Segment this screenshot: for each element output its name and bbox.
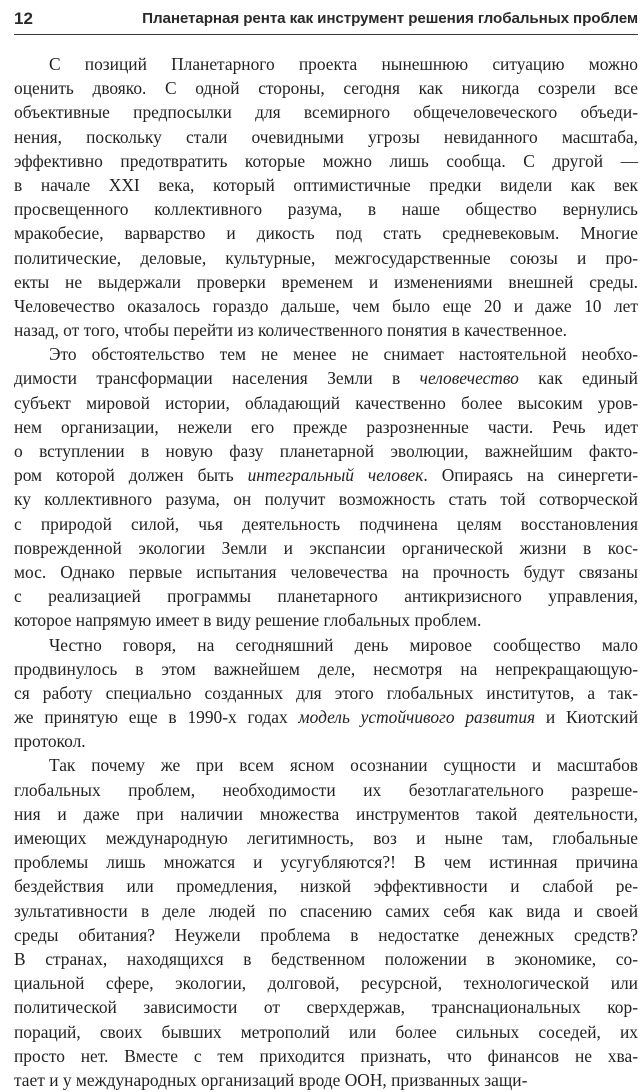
text-segment: циальной сфере, экологии, долговой, ресурсной, технологической или [14,973,638,994]
text-line [14,850,638,874]
text-line [14,899,638,923]
text-line [14,681,638,705]
text-line [14,52,638,76]
italic-term: модель устойчивого развития [298,707,536,728]
text-segment: о вступлении в новую фазу планетарной эволюции, важнейшим факто- [14,441,638,461]
text-line [14,1020,638,1044]
text-line [14,197,638,221]
paragraph [14,52,638,342]
text-line [14,1044,638,1068]
text-segment: димости трансформации населения Земли в [14,368,420,389]
text-line [14,173,638,197]
page-header [14,6,638,32]
text-segment: ния и даже при наличии множества инструментов такой деятельности, [14,803,638,824]
text-segment: эффективно предотвратить которые можно лишь сообща. С другой — [14,150,638,171]
text-segment: тает и у международных организаций вроде ООН, призванных защи- [14,1069,528,1090]
text-line [14,439,638,463]
text-segment: политической зависимости от сверхдержав, транснациональных кор- [14,997,638,1018]
text-segment: оценить двояко. С одной стороны, сегодня как никогда созрели все [14,78,638,99]
text-line [14,1068,638,1092]
text-segment: ром которой должен быть [14,465,248,486]
text-line [14,753,638,777]
body-text [14,52,638,1092]
text-line [14,705,638,729]
text-line [14,463,638,487]
text-line [14,778,638,802]
text-line [14,512,638,536]
text-line [14,826,638,850]
header-rule [14,34,638,35]
text-segment: субъект мировой истории, обладающий качественно более высоким уров- [14,392,638,413]
text-segment: нения, поскольку стали очевидными угрозы невиданного масштаба, [14,126,638,147]
text-line [14,633,638,657]
text-segment: . Опираясь на синергети- [423,465,638,486]
text-line [14,294,638,318]
text-segment: поврежденной экологии Земли и экспансии органической жизни в кос- [14,537,638,558]
text-segment: и Киотский [535,707,638,728]
text-segment: с природой силой, чья деятельность подчинена целям восстановления [14,513,638,534]
text-segment: пораций, своих бывших метрополий или более сильных соседей, их [14,1021,638,1042]
text-segment: глобальных проблем, необходимости их безотлагательного разреше- [14,779,638,800]
text-line [14,874,638,898]
text-line [14,221,638,245]
paragraph [14,342,638,632]
text-segment: политические, деловые, культурные, межгосударственные союзы и про- [14,247,638,268]
text-line [14,318,638,342]
text-line [14,366,638,390]
text-line [14,100,638,124]
text-segment: екты не выдержали проверки временем и изменениями внешней среды. [14,271,638,292]
text-segment: бездействия или промедления, низкой эффективности и слабой ре- [14,876,638,897]
text-segment: мракобесие, варварство и дикость под стать средневековым. Многие [14,223,638,244]
italic-term: интегральный человек [247,465,424,486]
italic-term: человечество [419,368,519,389]
text-segment: просвещенного коллективного разума, в наше общество вернулись [14,199,638,220]
text-segment: объективные предпосылки для всемирного общечеловеческого объеди- [14,102,638,123]
text-segment: мос. Однако первые испытания человечества на прочность будут связаны [14,561,638,582]
text-segment: С позиций Планетарного проекта нынешнюю ситуацию можно [49,54,638,74]
text-line [14,995,638,1019]
text-line [14,729,638,753]
text-line [14,971,638,995]
text-segment: имеющих международную легитимность, воз и ныне там, глобальные [14,828,638,848]
text-segment: Человечество оказалось гораздо дальше, чем было еще 20 и даже 10 лет [14,295,638,316]
text-line [14,415,638,439]
text-line [14,657,638,681]
text-line [14,608,638,632]
paragraph [14,753,638,1092]
text-line [14,246,638,270]
text-line [14,536,638,560]
text-segment: протокол. [14,731,86,752]
text-segment: нем организации, нежели его прежде разрозненные части. Речь идет [14,416,638,437]
text-segment: же принятую еще в 1990-х годах [14,707,299,728]
text-line [14,125,638,149]
text-segment: с реализацией программы планетарного антикризисного управления, [14,586,638,607]
text-segment: проблемы лишь множатся и усугубляются?! В чем истинная причина [14,852,638,873]
text-line [14,947,638,971]
text-segment: просто нет. Вместе с тем приходится признать, что финансов не хва- [14,1045,638,1066]
text-line [14,149,638,173]
text-line [14,342,638,366]
page-number: 12 [14,9,33,28]
text-segment: которое напрямую имеет в виду решение глобальных проблем. [14,610,482,631]
text-segment: назад, от того, чтобы перейти из количественного понятия в качественное. [14,320,568,341]
text-segment: в начале XXI века, который оптимистичные предки видели как век [14,174,638,195]
text-segment: как единый [518,368,638,389]
text-segment: Так почему же при всем ясном осознании сущности и масштабов [49,755,638,776]
text-line [14,802,638,826]
text-segment: Честно говоря, на сегодняшний день мировое сообщество мало [49,634,638,655]
text-segment: зультативности в деле людей по спасению самих себя как вида и своей [14,900,638,921]
text-line [14,560,638,584]
text-line [14,923,638,947]
text-line [14,584,638,608]
text-segment: Это обстоятельство тем не менее не снимает настоятельной необхо- [49,344,638,365]
text-segment: ку коллективного разума, он получит возможность стать той сотворческой [14,489,638,510]
text-line [14,391,638,415]
text-segment: продвинулось в этом важнейшем деле, несмотря на непрекращающую- [14,658,638,679]
text-segment: среды обитания? Неужели проблема в недостатке денежных средств? [14,924,638,945]
running-title: Планетарная рента как инструмент решения глобальных проблем [142,10,638,27]
text-segment: ся работу специально созданных для этого глобальных институтов, а так- [14,682,638,703]
text-line [14,76,638,100]
text-segment: В странах, находящихся в бедственном положении в экономике, со- [14,948,638,969]
text-line [14,487,638,511]
paragraph [14,633,638,754]
text-line [14,270,638,294]
